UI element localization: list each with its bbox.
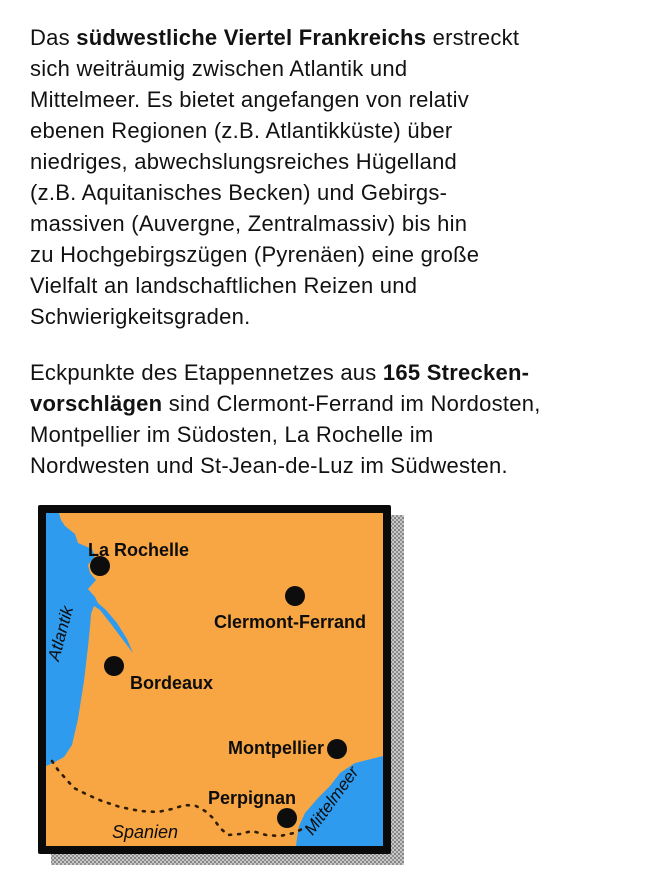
text-segment: Das xyxy=(30,25,77,50)
text-segment: niedriges, abwechslungsreiches Hügelland xyxy=(30,149,458,174)
bold-text-segment: vorschlägen xyxy=(30,391,163,416)
text-line xyxy=(30,177,630,208)
text-line xyxy=(30,419,630,450)
body-text xyxy=(30,22,630,481)
paragraph-corners xyxy=(30,357,630,481)
region-label-spanien: Spanien xyxy=(112,822,179,842)
text-segment: Nordwesten und St-Jean-de-Luz im Südwesten. xyxy=(30,453,508,478)
text-line xyxy=(30,53,630,84)
paragraph-intro xyxy=(30,22,630,332)
france-southwest-map xyxy=(38,505,406,869)
text-line xyxy=(30,22,630,53)
city-dot-perpignan xyxy=(277,808,297,828)
city-label-la-rochelle: La Rochelle xyxy=(88,540,190,560)
water-label-atlantik: Atlantik xyxy=(44,604,78,663)
city-dot-bordeaux xyxy=(104,656,124,676)
text-line xyxy=(30,115,630,146)
city-label-montpellier: Montpellier xyxy=(228,738,325,758)
bold-text-segment: 165 Strecken- xyxy=(382,360,530,385)
city-dot-clermont-ferrand xyxy=(285,586,305,606)
text-segment: Eckpunkte des Etappennetzes aus xyxy=(30,360,383,385)
text-segment: Mittelmeer. Es bietet angefangen von relativ xyxy=(30,87,470,112)
text-line xyxy=(30,146,630,177)
text-line xyxy=(30,357,630,388)
text-segment: sich weiträumig zwischen Atlantik und xyxy=(30,56,408,81)
text-line xyxy=(30,270,630,301)
text-line xyxy=(30,84,630,115)
text-segment: sind Clermont-Ferrand im Nordosten, xyxy=(162,391,541,416)
map-svg xyxy=(38,505,406,869)
bold-text-segment: südwestliche Viertel Frankreichs xyxy=(76,25,427,50)
text-segment: zu Hochgebirgszügen (Pyrenäen) eine große xyxy=(30,242,480,267)
text-segment: Montpellier im Südosten, La Rochelle im xyxy=(30,422,434,447)
text-line xyxy=(30,301,630,332)
text-segment: Schwierigkeitsgraden. xyxy=(30,304,251,329)
city-label-clermont-ferrand: Clermont-Ferrand xyxy=(214,612,367,632)
text-segment: (z.B. Aquitanisches Becken) und Gebirgs- xyxy=(30,180,448,205)
water-label-mittelmeer: Mittelmeer xyxy=(300,763,363,839)
city-dot-montpellier xyxy=(327,739,347,759)
city-label-bordeaux: Bordeaux xyxy=(130,673,214,693)
text-line xyxy=(30,388,630,419)
text-segment: ebenen Regionen (z.B. Atlantikküste) über xyxy=(30,118,453,143)
text-line xyxy=(30,450,630,481)
text-segment: massiven (Auvergne, Zentralmassiv) bis hin xyxy=(30,211,468,236)
region-labels xyxy=(112,822,178,842)
text-segment: erstreckt xyxy=(426,25,520,50)
city-label-perpignan: Perpignan xyxy=(208,788,297,808)
text-segment: Vielfalt an landschaftlichen Reizen und xyxy=(30,273,418,298)
text-line xyxy=(30,208,630,239)
text-line xyxy=(30,239,630,270)
